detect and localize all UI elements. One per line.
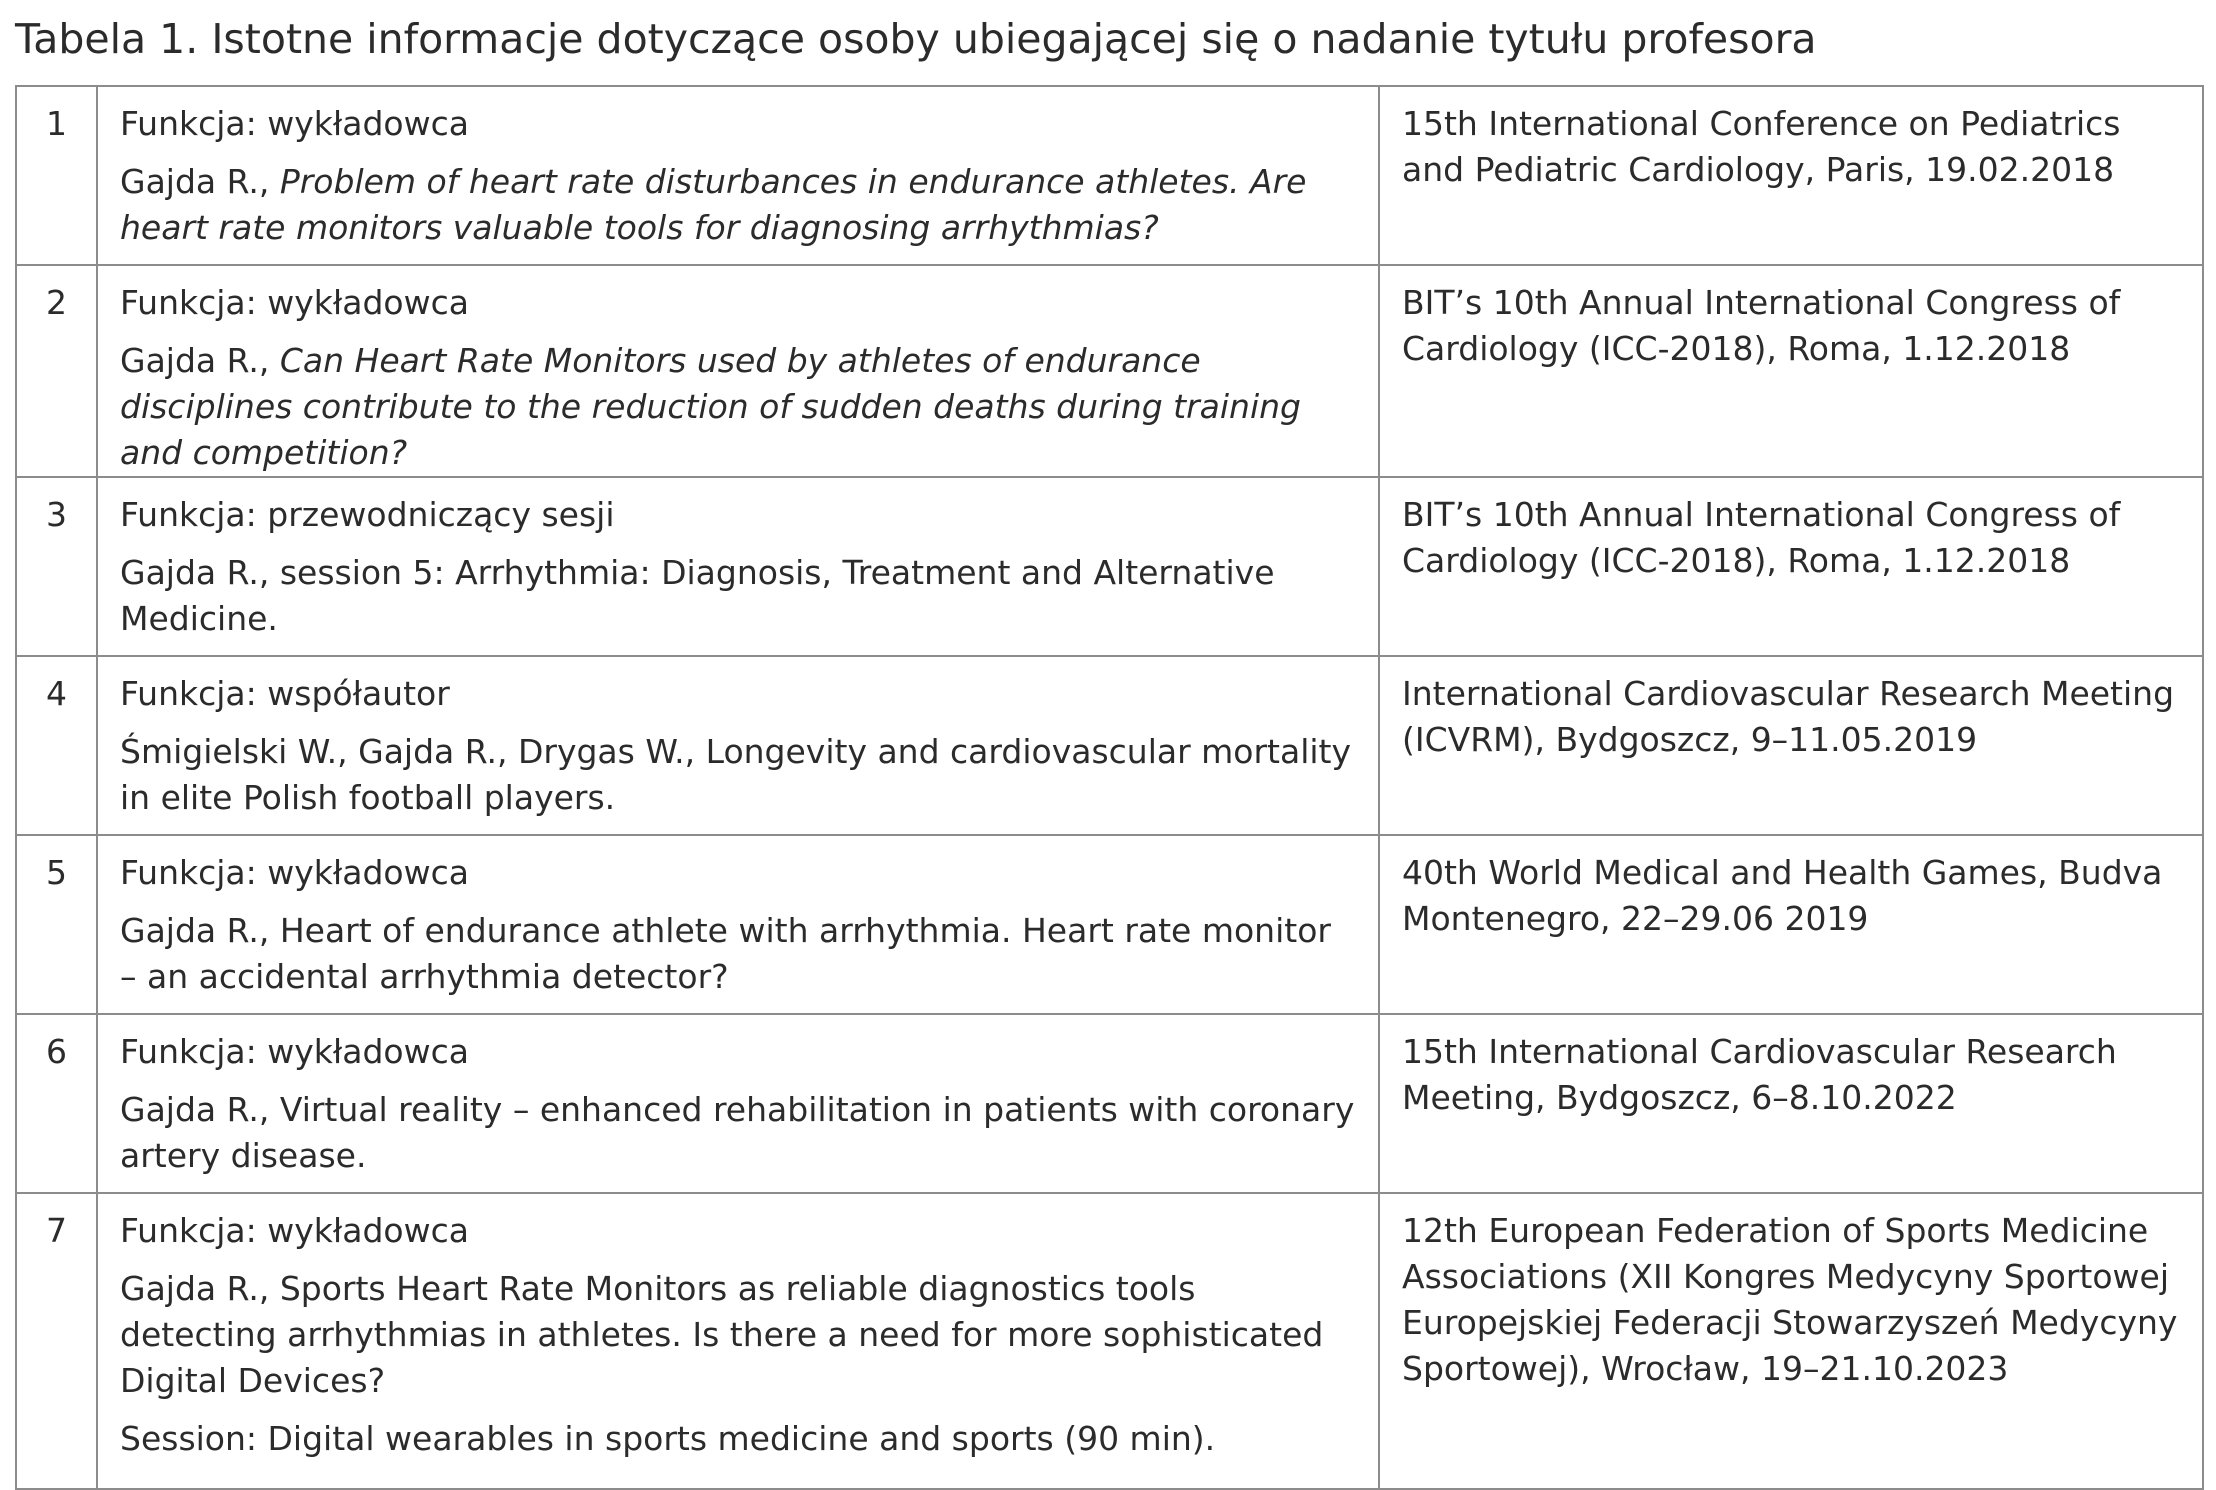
presentations-table bbox=[15, 85, 2204, 1490]
event-cell: International Cardiovascular Research Meeting (ICVRM), Bydgoszcz, 9–11.05.2019 bbox=[1379, 656, 2203, 835]
description-cell bbox=[97, 1014, 1379, 1193]
authors-text: Śmigielski W., Gajda R., Drygas W., bbox=[120, 732, 706, 771]
presentation-title: Heart of endurance athlete with arrhythmia. Heart rate monitor – an accidental arrhythmia detector? bbox=[120, 911, 1331, 996]
row-number: 3 bbox=[16, 477, 97, 656]
table-caption: Tabela 1. Istotne informacje dotyczące osoby ubiegającej się o nadanie tytułu profesora bbox=[15, 15, 1817, 63]
role-text: Funkcja: wykładowca bbox=[120, 104, 469, 143]
row-number: 1 bbox=[16, 86, 97, 265]
row-number: 6 bbox=[16, 1014, 97, 1193]
table-row bbox=[16, 835, 2203, 1014]
description-cell bbox=[97, 835, 1379, 1014]
event-cell: 12th European Federation of Sports Medicine Associations (XII Kongres Medycyny Sportowej Europejskiej Federacji Stowarzyszeń Medycyny Sportowej), Wrocław, 19–21.10.2023 bbox=[1379, 1193, 2203, 1489]
presentation-entry bbox=[120, 1087, 1356, 1179]
row-number: 4 bbox=[16, 656, 97, 835]
description-cell bbox=[97, 86, 1379, 265]
presentation-title: Problem of heart rate disturbances in endurance athletes. Are heart rate monitors valuable tools for diagnosing arrhythmias? bbox=[120, 162, 1307, 247]
presentation-entry bbox=[120, 550, 1356, 642]
row-number: 2 bbox=[16, 265, 97, 477]
role-text: Funkcja: wykładowca bbox=[120, 1032, 469, 1071]
authors-text: Gajda R., bbox=[120, 341, 280, 380]
description-cell bbox=[97, 656, 1379, 835]
presentation-entry bbox=[120, 159, 1356, 251]
presentation-title: session 5: Arrhythmia: Diagnosis, Treatment and Alternative Medicine. bbox=[120, 553, 1275, 638]
authors-text: Gajda R., bbox=[120, 911, 280, 950]
event-cell: BIT’s 10th Annual International Congress of Cardiology (ICC-2018), Roma, 1.12.2018 bbox=[1379, 477, 2203, 656]
role-text: Funkcja: wykładowca bbox=[120, 853, 469, 892]
table-row bbox=[16, 86, 2203, 265]
role-text: Funkcja: wykładowca bbox=[120, 1211, 469, 1250]
presentation-title: Virtual reality – enhanced rehabilitation in patients with coronary artery disease. bbox=[120, 1090, 1355, 1175]
session-text: Session: Digital wearables in sports medicine and sports (90 min). bbox=[120, 1419, 1216, 1458]
table-row bbox=[16, 1193, 2203, 1489]
event-cell: 15th International Cardiovascular Research Meeting, Bydgoszcz, 6–8.10.2022 bbox=[1379, 1014, 2203, 1193]
event-cell: BIT’s 10th Annual International Congress of Cardiology (ICC-2018), Roma, 1.12.2018 bbox=[1379, 265, 2203, 477]
authors-text: Gajda R., bbox=[120, 162, 280, 201]
authors-text: Gajda R., bbox=[120, 553, 280, 592]
presentation-entry bbox=[120, 1266, 1356, 1404]
presentation-title: Can Heart Rate Monitors used by athletes of endurance disciplines contribute to the reduction of sudden deaths during training and competition? bbox=[120, 341, 1301, 472]
authors-text: Gajda R., bbox=[120, 1090, 280, 1129]
description-cell bbox=[97, 265, 1379, 477]
presentation-entry bbox=[120, 338, 1356, 476]
authors-text: Gajda R., bbox=[120, 1269, 280, 1308]
event-cell: 40th World Medical and Health Games, Budva Montenegro, 22–29.06 2019 bbox=[1379, 835, 2203, 1014]
role-text: Funkcja: przewodniczący sesji bbox=[120, 495, 615, 534]
presentation-entry bbox=[120, 729, 1356, 821]
description-cell bbox=[97, 1193, 1379, 1489]
row-number: 7 bbox=[16, 1193, 97, 1489]
table-row bbox=[16, 477, 2203, 656]
table-row bbox=[16, 265, 2203, 477]
table-row bbox=[16, 656, 2203, 835]
presentation-entry bbox=[120, 908, 1356, 1000]
presentation-title: Sports Heart Rate Monitors as reliable diagnostics tools detecting arrhythmias in athletes. Is there a need for more sophisticated Digital Devices? bbox=[120, 1269, 1324, 1400]
role-text: Funkcja: współautor bbox=[120, 674, 450, 713]
table-row bbox=[16, 1014, 2203, 1193]
presentation-title: Longevity and cardiovascular mortality in elite Polish football players. bbox=[120, 732, 1352, 817]
row-number: 5 bbox=[16, 835, 97, 1014]
event-cell: 15th International Conference on Pediatrics and Pediatric Cardiology, Paris, 19.02.2018 bbox=[1379, 86, 2203, 265]
role-text: Funkcja: wykładowca bbox=[120, 283, 469, 322]
description-cell bbox=[97, 477, 1379, 656]
